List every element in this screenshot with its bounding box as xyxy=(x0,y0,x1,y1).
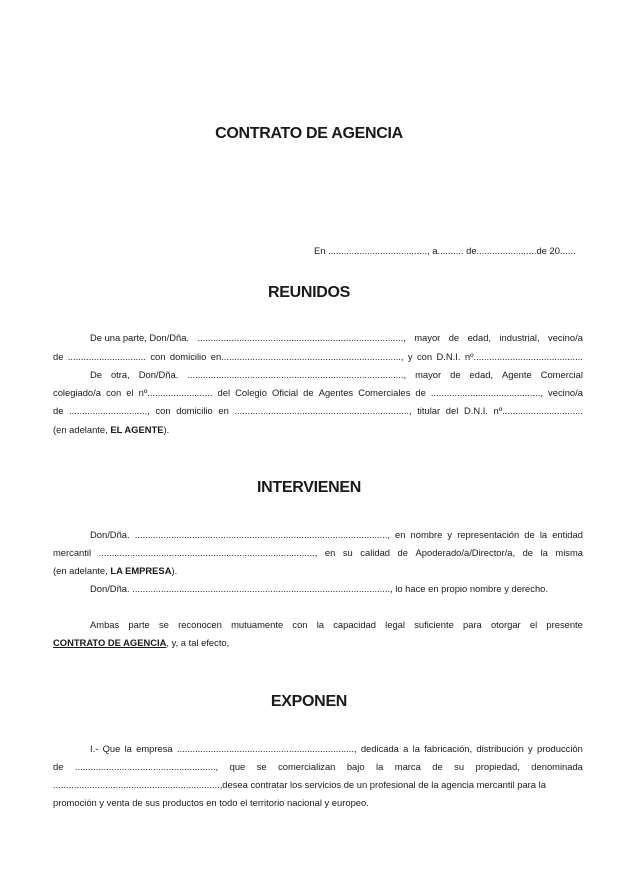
word: con xyxy=(106,387,122,398)
text-segment: (en adelante, xyxy=(53,565,111,576)
word: de xyxy=(53,351,64,362)
word: nombre xyxy=(410,529,443,540)
word: de xyxy=(53,761,64,772)
word: mayor xyxy=(414,332,441,343)
word: De una parte, Don/Dña. xyxy=(90,332,190,343)
word: Comercial xyxy=(540,369,583,380)
date-line: En ......................................, a.......... de.......................de 20...... xyxy=(314,245,576,256)
text-segment: (en adelante, xyxy=(53,424,111,435)
word: Don/Dña. xyxy=(138,369,179,380)
document-title: CONTRATO DE AGENCIA xyxy=(215,125,403,142)
word: legal xyxy=(385,619,405,630)
word: comercializan xyxy=(278,761,336,772)
word: de xyxy=(432,761,443,772)
word: la xyxy=(316,619,325,630)
word: y xyxy=(528,743,533,754)
word: nº......................... xyxy=(138,387,213,398)
word: distribución xyxy=(476,743,524,754)
word: ...................................................................., xyxy=(176,743,357,754)
reunidos-p2-line4 xyxy=(53,424,169,435)
text-segment: ). xyxy=(163,424,170,435)
word: de xyxy=(415,387,426,398)
exponen-p1-line2 xyxy=(53,761,583,772)
word: la xyxy=(124,743,132,754)
word: la xyxy=(412,743,420,754)
word: reconocen xyxy=(178,619,222,630)
word: ................................................................................................., xyxy=(134,529,390,540)
word: vecino/a xyxy=(548,332,583,343)
word: edad, xyxy=(467,332,492,343)
word: y xyxy=(447,529,453,540)
word: bajo xyxy=(346,761,365,772)
exponen-p1-line3: ................................................................,desea contratar los servicios de un profesional de la agencia mercantil para la xyxy=(53,779,546,790)
word: .............................. xyxy=(67,351,146,362)
word: del xyxy=(445,405,459,416)
word: Agentes xyxy=(318,387,354,398)
word: de xyxy=(303,387,314,398)
word: el xyxy=(529,619,538,630)
word: ..................................................................................., xyxy=(98,547,318,558)
word: del xyxy=(217,387,231,398)
word: de xyxy=(397,547,408,558)
word: Don/Dña. xyxy=(90,529,130,540)
word: Colegio xyxy=(235,387,267,398)
word: y xyxy=(407,351,413,362)
word: Oficial xyxy=(272,387,299,398)
reunidos-p1-line2 xyxy=(53,351,583,362)
word: en....................................................................., xyxy=(210,351,404,362)
word: ......................................................, xyxy=(74,761,219,772)
la-empresa-term: LA EMPRESA xyxy=(110,565,172,576)
word: marca xyxy=(394,761,421,772)
word: la xyxy=(539,529,548,540)
word: mercantil xyxy=(53,547,92,558)
text-segment: , y, a tal efecto, xyxy=(166,637,230,648)
word: titular xyxy=(417,405,441,416)
section-heading-intervienen: INTERVIENEN xyxy=(257,479,361,496)
word: misma xyxy=(555,547,583,558)
word: .............................., xyxy=(69,405,150,416)
word: con xyxy=(416,351,433,362)
word: de xyxy=(53,405,64,416)
word: industrial, xyxy=(499,332,540,343)
intervienen-p2-line1: Don/Dña. ..................................................................................................., lo hace en propio nombre y derecho. xyxy=(90,583,548,594)
word: I.- xyxy=(90,743,99,754)
word: dedicada xyxy=(360,743,399,754)
word: ..................................................................., xyxy=(234,405,412,416)
intervienen-p1-line1 xyxy=(90,529,583,540)
word: a xyxy=(403,743,409,754)
word: que xyxy=(229,761,246,772)
word: de xyxy=(448,332,460,343)
word: .........................................., xyxy=(430,387,543,398)
word: ..............................................................................., xyxy=(197,332,406,343)
word: producción xyxy=(536,743,583,754)
word: denominada xyxy=(531,761,583,772)
word: suficiente xyxy=(414,619,454,630)
section-heading-exponen: EXPONEN xyxy=(270,693,348,710)
word: calidad xyxy=(360,547,391,558)
intervienen-p3-line1 xyxy=(90,619,583,630)
word: otorgar xyxy=(490,619,521,630)
word: Que xyxy=(102,743,121,754)
word: mutuamente xyxy=(231,619,284,630)
word: con xyxy=(150,351,166,362)
word: la xyxy=(376,761,384,772)
word: mayor xyxy=(415,369,442,380)
word: edad, xyxy=(469,369,494,380)
word: fabricación, xyxy=(424,743,473,754)
word: su xyxy=(342,547,353,558)
word: vecino/a xyxy=(548,387,583,398)
word: Ambas xyxy=(90,619,120,630)
word: parte xyxy=(128,619,150,630)
reunidos-p2-line1 xyxy=(90,369,583,380)
intervienen-p1-line3 xyxy=(53,565,177,576)
word: domicilio xyxy=(176,405,213,416)
word: D.N.I. xyxy=(436,351,461,362)
reunidos-p2-line3 xyxy=(53,405,583,416)
word: en xyxy=(218,405,229,416)
word: domicilio xyxy=(169,351,207,362)
word: nº............................... xyxy=(493,405,583,416)
word: el xyxy=(126,387,134,398)
intervienen-p3-line2 xyxy=(53,637,229,648)
reunidos-p2-line2 xyxy=(53,387,583,398)
word: Agente xyxy=(502,369,532,380)
section-heading-reunidos: REUNIDOS xyxy=(267,284,351,301)
word: se xyxy=(158,619,169,630)
word: con xyxy=(292,619,308,630)
word: la xyxy=(540,547,548,558)
word: presente xyxy=(546,619,583,630)
word: Comerciales xyxy=(358,387,411,398)
word: para xyxy=(463,619,482,630)
word: otra, xyxy=(110,369,130,380)
word: nº.......................................... xyxy=(464,351,583,362)
word: de xyxy=(450,369,461,380)
contrato-de-agencia-term: CONTRATO DE AGENCIA xyxy=(53,637,167,648)
word: de xyxy=(524,529,535,540)
word: ..................................................................................., xyxy=(187,369,407,380)
intervienen-p1-line2 xyxy=(53,547,583,558)
word: colegiado/a xyxy=(53,387,101,398)
word: en xyxy=(395,529,406,540)
reunidos-p1-line1 xyxy=(90,332,583,343)
word: su xyxy=(454,761,465,772)
word: D.N.I. xyxy=(463,405,488,416)
word: propiedad, xyxy=(475,761,520,772)
word: empresa xyxy=(136,743,173,754)
exponen-p1-line1 xyxy=(90,743,583,754)
word: se xyxy=(256,761,267,772)
word: capacidad xyxy=(333,619,376,630)
word: de xyxy=(522,547,534,558)
word: Apoderado/a/Director/a, xyxy=(415,547,516,558)
text-segment: ). xyxy=(171,565,178,576)
word: representación xyxy=(457,529,520,540)
exponen-p1-line4: promoción y venta de sus productos en todo el territorio nacional y europeo. xyxy=(53,797,369,808)
word: entidad xyxy=(552,529,583,540)
word: con xyxy=(155,405,171,416)
el-agente-term: EL AGENTE xyxy=(110,424,164,435)
word: De xyxy=(90,369,102,380)
word: en xyxy=(324,547,336,558)
